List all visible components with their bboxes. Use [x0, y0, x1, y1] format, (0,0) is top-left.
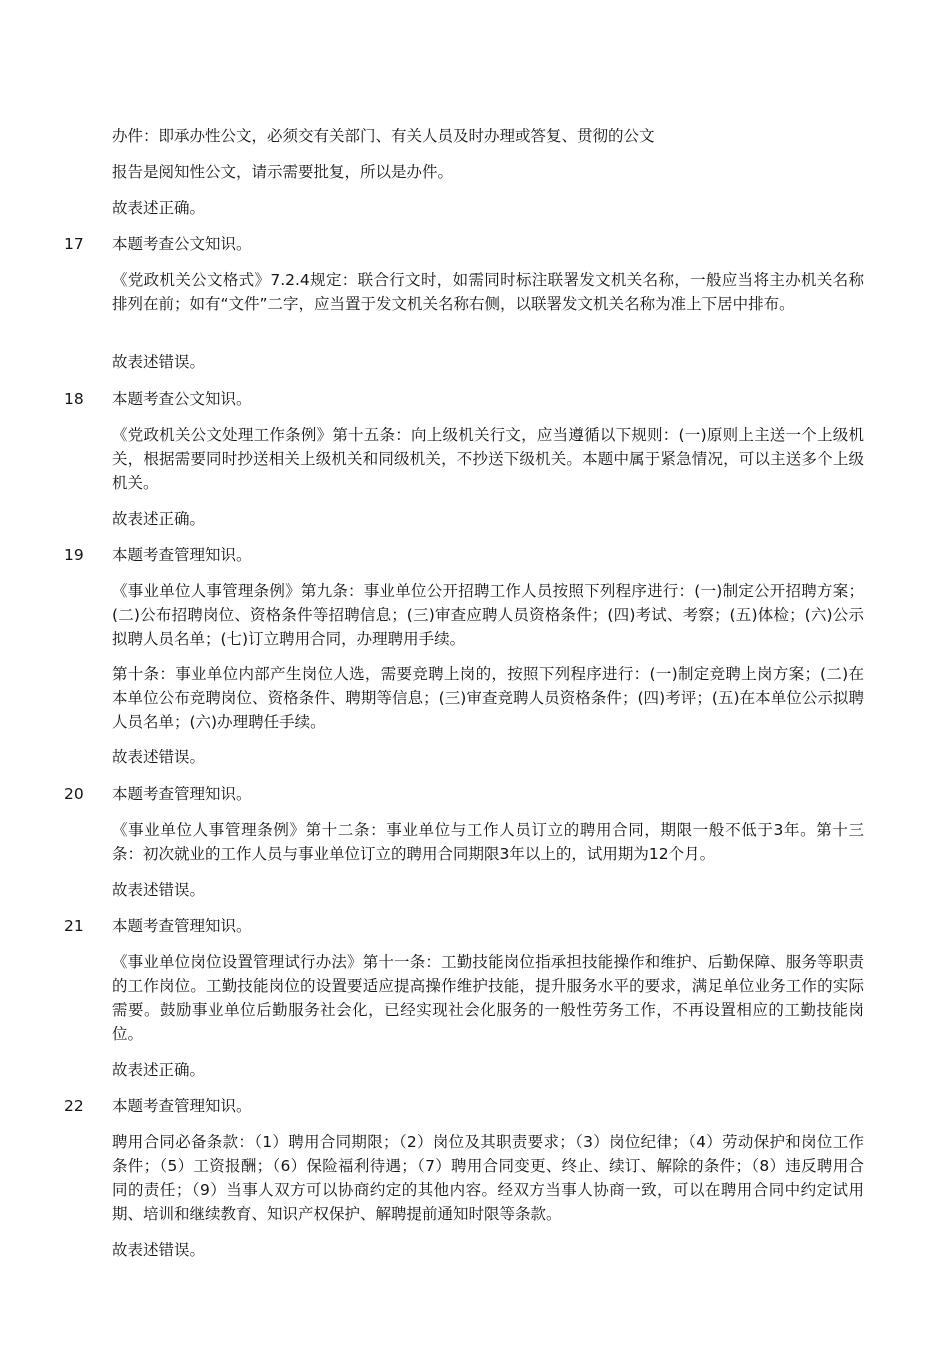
- item-paragraph: 聘用合同必备条款：（1）聘用合同期限；（2）岗位及其职责要求；（3）岗位纪律；（4）劳动保护和岗位工作条件；（5）工资报酬；（6）保险福利待遇；（7）聘用合同变更、终止、续订、解除的条件；（8）违反聘用合同的责任；（9）当事人双方可以协商约定的其他内容。经双方当事人协商一致，可以在聘用合同中约定试用期、培训和继续教育、知识产权保护、解聘提前通知时限等条款。: [112, 1133, 864, 1223]
- item-number: 22: [64, 1097, 84, 1115]
- item-number: 21: [64, 917, 84, 935]
- intro-paragraph-2: 报告是阅知性公文，请示需要批复，所以是办件。: [112, 163, 454, 181]
- item-number: 20: [64, 785, 84, 803]
- item-paragraph: 第十条：事业单位内部产生岗位人选，需要竞聘上岗的，按照下列程序进行：(一)制定竞聘上岗方案；(二)在本单位公布竞聘岗位、资格条件、聘期等信息；(三)审查竞聘人员资格条件；(四)考评；(五)在本单位公示拟聘人员名单；(六)办理聘任手续。: [112, 665, 864, 731]
- item-conclusion: 故表述错误。: [112, 1241, 206, 1259]
- intro-paragraph-1: 办件：即承办性公文，必须交有关部门、有关人员及时办理或答复、贯彻的公文: [112, 127, 655, 145]
- item-heading: 本题考查管理知识。: [112, 785, 252, 803]
- item-paragraph: 《党政机关公文格式》7.2.4规定：联合行文时，如需同时标注联署发文机关名称，一般应当将主办机关名称排列在前；如有“文件”二字，应当置于发文机关名称右侧，以联署发文机关名称为准上下居中排布。: [112, 271, 864, 313]
- item-heading: 本题考查管理知识。: [112, 1097, 252, 1115]
- item-conclusion: 故表述错误。: [112, 748, 206, 766]
- item-paragraph: 《事业单位人事管理条例》第九条：事业单位公开招聘工作人员按照下列程序进行：(一)制定公开招聘方案；(二)公布招聘岗位、资格条件等招聘信息；(三)审查应聘人员资格条件；(四)考试、考察；(五)体检；(六)公示拟聘人员名单；(七)订立聘用合同，办理聘用手续。: [112, 582, 864, 648]
- item-conclusion: 故表述错误。: [112, 881, 206, 899]
- item-heading: 本题考查公文知识。: [112, 235, 252, 253]
- item-heading: 本题考查公文知识。: [112, 390, 252, 408]
- item-number: 18: [64, 390, 84, 408]
- item-conclusion: 故表述错误。: [112, 353, 206, 371]
- item-conclusion: 故表述正确。: [112, 1061, 206, 1079]
- item-paragraph: 《事业单位岗位设置管理试行办法》第十一条：工勤技能岗位指承担技能操作和维护、后勤保障、服务等职责的工作岗位。工勤技能岗位的设置要适应提高操作维护技能，提升服务水平的要求，满足单位业务工作的实际需要。鼓励事业单位后勤服务社会化，已经实现社会化服务的一般性劳务工作，不再设置相应的工勤技能岗位。: [112, 953, 864, 1043]
- item-number: 19: [64, 546, 84, 564]
- item-number: 17: [64, 235, 84, 253]
- item-paragraph: 《事业单位人事管理条例》第十二条：事业单位与工作人员订立的聘用合同，期限一般不低于3年。第十三条：初次就业的工作人员与事业单位订立的聘用合同期限3年以上的，试用期为12个月。: [112, 821, 864, 863]
- intro-conclusion: 故表述正确。: [112, 199, 206, 217]
- item-heading: 本题考查管理知识。: [112, 917, 252, 935]
- item-paragraph: 《党政机关公文处理工作条例》第十五条：向上级机关行文，应当遵循以下规则：(一)原则上主送一个上级机关，根据需要同时抄送相关上级机关和同级机关，不抄送下级机关。本题中属于紧急情况，可以主送多个上级机关。: [112, 426, 864, 492]
- item-heading: 本题考查管理知识。: [112, 546, 252, 564]
- item-conclusion: 故表述正确。: [112, 510, 206, 528]
